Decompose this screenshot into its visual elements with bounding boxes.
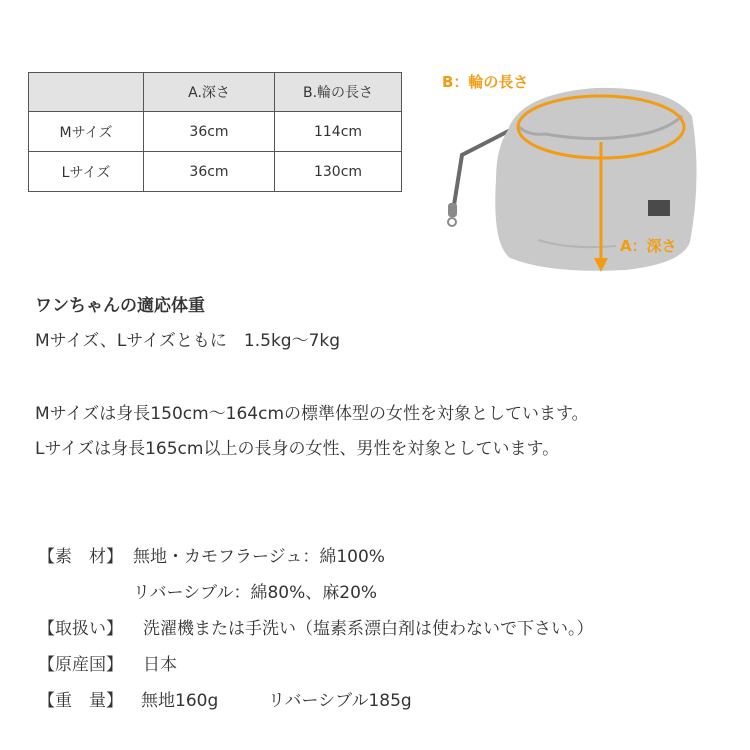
brand-tag-icon (648, 200, 670, 216)
size-table (28, 72, 402, 192)
size-table-corner (29, 73, 144, 112)
loop-length-label: B：輪の長さ (442, 73, 529, 91)
fit-heading: ワンちゃんの適応体重 (35, 296, 205, 316)
origin-label: 【原産国】 (38, 655, 123, 675)
loop-cell: 114cm (275, 112, 402, 152)
sling-bag-illustration (420, 60, 730, 300)
depth-cell: 36cm (144, 112, 275, 152)
l-size-target-line: Lサイズは身長165cm以上の長身の女性、男性を対象としています。 (35, 439, 560, 459)
weight-value-reversible: リバーシブル185g (268, 691, 412, 711)
weight-range-line: Mサイズ、Lサイズともに 1.5kg〜7kg (35, 331, 341, 351)
weight-value-plain: 無地160g (141, 691, 219, 711)
table-row (29, 112, 402, 152)
m-size-target-line: Mサイズは身長150cm〜164cmの標準体型の女性を対象としています。 (35, 404, 589, 424)
weight-label: 【重 量】 (38, 691, 123, 711)
loop-cell: 130cm (275, 152, 402, 192)
material-label: 【素 材】 (38, 547, 123, 567)
size-table-header-row (29, 73, 402, 112)
depth-label: A：深さ (620, 237, 677, 255)
size-cell: Mサイズ (29, 112, 144, 152)
care-value: 洗濯機または手洗い（塩素系漂白剤は使わないで下さい。） (143, 619, 594, 639)
strap-ring-icon (448, 218, 456, 226)
size-cell: Lサイズ (29, 152, 144, 192)
table-row (29, 152, 402, 192)
material-value: 無地・カモフラージュ：綿100% (133, 547, 385, 567)
depth-cell: 36cm (144, 152, 275, 192)
loop-length-header: B.輪の長さ (275, 73, 402, 112)
depth-header: A.深さ (144, 73, 275, 112)
care-label: 【取扱い】 (38, 619, 123, 639)
material-value-reversible: リバーシブル：綿80%、麻20% (133, 583, 378, 603)
sling-bag-figure (420, 60, 730, 300)
origin-value: 日本 (143, 655, 177, 675)
strap-clip-icon (448, 203, 457, 217)
